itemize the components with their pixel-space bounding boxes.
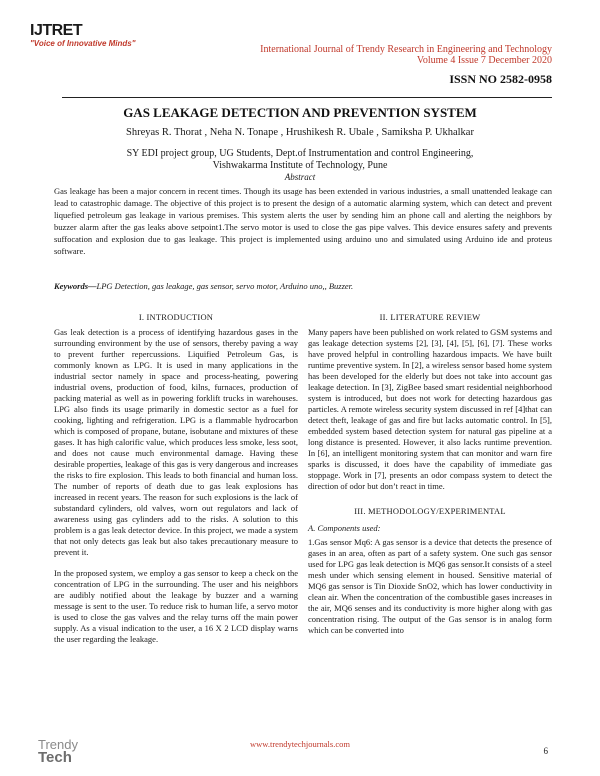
section-heading-introduction: I. INTRODUCTION [138,312,214,322]
section-heading-literature-review: II. LITERATURE REVIEW [379,312,481,322]
left-column [54,312,298,655]
literature-paragraph: Many papers have been published on work related to GSM systems and gas leakage detection systems [2], [3], [4], [5], [6], [7]. These works have proved helpful in controlling hazardous impacts. We have built runtime preventive system. In [2], a wireless sensor based home system has been developed for the elderly but does not take into account gas leakage detection. In [3], ZigBee based smart residential neighborhood system is introduced, but does not work for detecting hazardous gas particles. A remote wireless security system discussed in ref [4]that can detect theft, leakage of gas and fire but lacks automatic control. In [5], embedded system based detection system for natural gas pipeline at a long distance is presented. However, it also lacks runtime prevention. In [6], an intelligent monitoring system that can monitor and warn fire sparks is discussed, it does have the capability of immediate gas stoppage. Work in [7], presents an odor compass system to detect the direction of odor but don’t react in time. [308,327,552,491]
footer-logo-line-1: Trendy [38,737,78,752]
page-number: 6 [543,746,548,756]
intro-paragraph-1: Gas leak detection is a process of identifying hazardous gases in the surrounding environment by the use of sensors, thereby paving a way to prevent further repercussions. Liquified Petroleum Gas, is commonly known as LPG. It is used in many applications in the industrial sector namely in space and process-heating, powering industrial ovens, production of food, kilns, furnaces, production of packing material as well as in powering forklift trucks in warehouses. LPG also finds its usage primarily in domestic sector as a fuel for cooking, lighting and refrigeration. LPG is a flammable hydrocarbon which is composed of propane, butane, isobutane and mixtures of these gases. It has high calorific value, which produces less smoke, less soot, and does not cause much environmental damage. Having these desirable properties, leakage of this gas is very dangerous and increases the risks to fire explosion. This leads to both financial and human loss. The number of reports of death due to gas leak explosions has increased in recent years. The reason for such explosions is the lack of substandard cylinders, old valves, worn out regulators and lack of awareness using gas cylinders add to the risks. A solution to this problem is a gas leak detector device. In this project, we made a system that not only detects gas leak but also takes precautionary measure to prevent it. [54,327,298,557]
journal-name: International Journal of Trendy Research in Engineering and Technology [260,44,552,55]
logo-mark: IJTRET [30,22,83,39]
right-column [308,312,552,646]
paper-authors: Shreyas R. Thorat , Neha N. Tonape , Hrushikesh R. Ubale , Samiksha P. Ukhalkar [126,127,474,138]
section-heading-methodology: III. METHODOLOGY/EXPERIMENTAL [354,506,506,516]
keywords-list: LPG Detection, gas leakage, gas sensor, servo motor, Arduino uno,, Buzzer. [96,281,354,291]
paper-title: GAS LEAKAGE DETECTION AND PREVENTION SYSTEM [123,105,477,120]
footer-logo-line-2: Tech [38,749,72,766]
intro-paragraph-2: In the proposed system, we employ a gas sensor to keep a check on the concentration of LPG in the surrounding. The user and his neighbors are audibly notified about the leakage by buzzer and a warning message is sent to the user. To reduce risk to human life, a servo motor is used to close the gas valves and the relay turns off the main power supply. As a visual indication to the user, a 16 X 2 LCD display warns the user regarding the leakage. [54,568,298,644]
subsection-heading-components: A. Components used: [308,523,381,533]
volume-line: Volume 4 Issue 7 December 2020 [416,55,552,66]
header-divider [62,97,552,98]
keywords-label: Keywords— [54,281,97,291]
affiliation [0,148,600,172]
logo-tagline: "Voice of Innovative Minds" [30,39,136,48]
journal-header [260,44,552,66]
abstract-heading: Abstract [284,172,316,182]
footer-website-link[interactable]: www.trendytechjournals.com [249,739,350,749]
affiliation-line-2: Vishwakarma Institute of Technology, Pune [212,160,388,171]
issn: ISSN NO 2582-0958 [449,72,552,86]
journal-logo [30,23,170,48]
keywords [54,281,552,291]
affiliation-line-1: SY EDI project group, UG Students, Dept.of Instrumentation and control Engineering, [126,148,474,159]
abstract-text: Gas leakage has been a major concern in recent times. Though its usage has been extended in various industries, a small unattended leakage can lead to catastrophic damage. The objective of this project is to present the design of a automatic alarming system, which can detect and prevent liquefied petroleum gas leakage in various premises. This system alerts the user by sending him an phone call and alerting the neighbors by buzzer alarm after the gas leaks above setpoint1.The servo motor is used to close the gas pipe valves. This device ensures safety and prevents suffocation and explosion due to gas leakage. This project is implemented using arduino uno and simulated using Arduino ide and proteus software. [54,186,552,256]
components-paragraph: 1.Gas sensor Mq6: A gas sensor is a device that detects the presence of gases in an area, often as part of a safety system. One such gas sensor used for LPG gas leak detection is MQ6 gas sensor.It consists of a steel mesh under which sensing element in housed. Sensitive material of MQ6 gas sensor is Tin Dioxide SnO2, which has lower conductivity in clean air. When the concentration of the combustible gases increases in the air, MQ6 senses and its conductivity is more higher along with gas concentration rising. The output of the Gas sensor is in analog form which can be converted into [308,537,552,635]
